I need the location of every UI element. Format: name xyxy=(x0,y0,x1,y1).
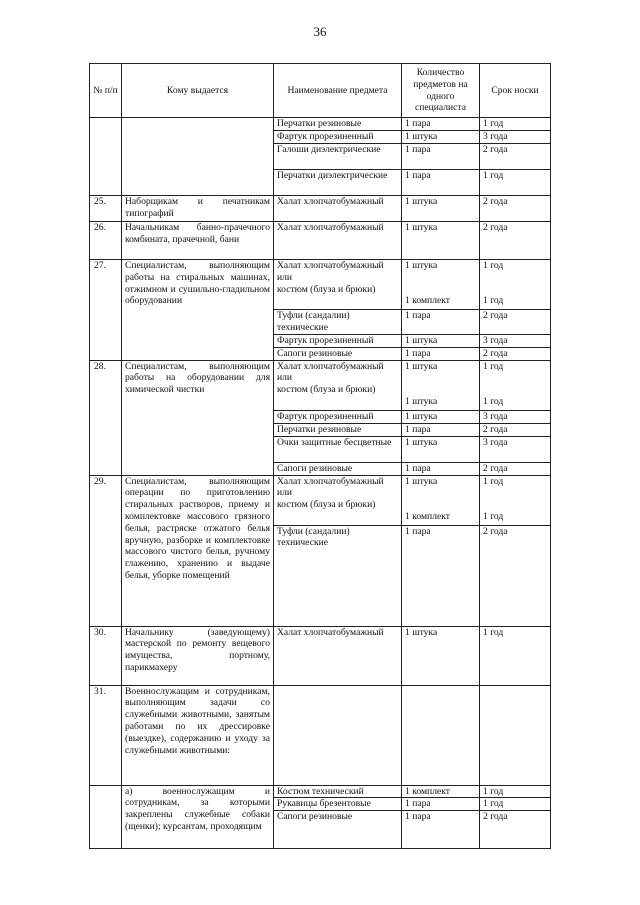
term-line: 1 год xyxy=(483,475,504,487)
header-num: № п/п xyxy=(90,64,122,118)
item-line: костюм (блуза и брюки) xyxy=(277,384,376,396)
quantity-line: 1 штука xyxy=(405,395,438,407)
term-line: 1 год xyxy=(483,360,504,372)
item-line: или xyxy=(277,487,293,499)
recipient-cell: Наборщикам и печатникам типографий xyxy=(122,196,274,222)
item-cell: Фартук прорезиненный xyxy=(274,131,402,144)
item-cell: Перчатки резиновые xyxy=(274,118,402,131)
item-line: костюм (блуза и брюки) xyxy=(277,283,376,295)
num-cell xyxy=(90,118,122,196)
term-cell: 2 года xyxy=(480,525,551,626)
item-line: костюм (блуза и брюки) xyxy=(277,499,376,511)
term-cell: 2 года xyxy=(480,310,551,335)
quantity-cell: 1 пара xyxy=(402,462,480,475)
quantity-cell: 1 штука xyxy=(402,196,480,222)
quantity-cell: 1 пара xyxy=(402,525,480,626)
term-cell: 1 год xyxy=(480,118,551,131)
recipient-cell: Специалистам, выполняющим работы на оборудовании для химической чистки xyxy=(122,360,274,475)
quantity-cell: 1 пара xyxy=(402,170,480,196)
term-cell: 2 года xyxy=(480,196,551,222)
quantity-cell: 1 штука xyxy=(402,131,480,144)
num-cell: 28. xyxy=(90,360,122,475)
quantity-cell: 1 пара xyxy=(402,347,480,360)
quantity-cell: 1 комплект xyxy=(402,785,480,798)
term-cell xyxy=(480,475,551,525)
term-cell: 3 года xyxy=(480,410,551,423)
header-quantity: Количество предметов на одного специалиста xyxy=(402,64,480,118)
table-row xyxy=(90,360,551,410)
item-cell: Галоши диэлектрические xyxy=(274,144,402,170)
term-cell: 3 года xyxy=(480,131,551,144)
quantity-cell: 1 штука xyxy=(402,410,480,423)
clothing-norms-table xyxy=(89,63,551,849)
quantity-line: 1 комплект xyxy=(405,510,450,522)
quantity-line: 1 штука xyxy=(405,475,438,487)
item-cell: Перчатки резиновые xyxy=(274,423,402,436)
table-row xyxy=(90,475,551,525)
term-cell xyxy=(480,260,551,310)
quantity-cell: 1 штука xyxy=(402,334,480,347)
table-row xyxy=(90,196,551,222)
term-cell: 1 год xyxy=(480,626,551,685)
item-cell: Костюм технический xyxy=(274,785,402,798)
header-item: Наименование предмета xyxy=(274,64,402,118)
recipient-cell: Начальнику (заведующему) мастерской по ремонту вещевого имущества, портному, парикмахеру xyxy=(122,626,274,685)
recipient-cell xyxy=(122,118,274,196)
term-cell: 2 года xyxy=(480,144,551,170)
recipient-cell: Специалистам, выполняющим работы на стиральных машинах, отжимном и сушильно-гладильном оборудовании xyxy=(122,260,274,361)
table-row xyxy=(90,260,551,310)
item-cell: Туфли (сандалии) технические xyxy=(274,525,402,626)
term-cell: 1 год xyxy=(480,798,551,811)
item-cell: Туфли (сандалии) технические xyxy=(274,310,402,335)
term-line: 1 год xyxy=(483,510,504,522)
header-term: Срок носки xyxy=(480,64,551,118)
item-cell: Халат хлопчатобумажный xyxy=(274,196,402,222)
num-cell: 29. xyxy=(90,475,122,626)
table-row xyxy=(90,785,551,798)
term-line: 1 год xyxy=(483,395,504,407)
item-cell: Сапоги резиновые xyxy=(274,462,402,475)
quantity-cell: 1 пара xyxy=(402,118,480,131)
quantity-cell: 1 штука xyxy=(402,626,480,685)
quantity-line: 1 штука xyxy=(405,260,438,271)
item-cell: Перчатки диэлектрические xyxy=(274,170,402,196)
table-row xyxy=(90,222,551,260)
num-cell: 31. xyxy=(90,685,122,785)
quantity-cell xyxy=(402,260,480,310)
item-cell: Очки защитные бесцветные xyxy=(274,436,402,462)
recipient-cell: Специалистам, выполняющим операции по приготовлению стиральных растворов, приему и комплектовке массового грязного белья, растряске отжатого белья вручную, разборке и комплектовке массового чистого белья, ручному глажению, хранению и выдаче белья, уборке помещений xyxy=(122,475,274,626)
quantity-line: 1 комплект xyxy=(405,295,450,307)
quantity-cell: 1 штука xyxy=(402,222,480,260)
item-line: или xyxy=(277,271,293,283)
term-cell: 2 года xyxy=(480,462,551,475)
item-line: Халат хлопчатобумажный xyxy=(277,260,384,271)
table-row xyxy=(90,118,551,131)
table-row xyxy=(90,685,551,785)
item-cell xyxy=(274,475,402,525)
term-cell: 1 год xyxy=(480,785,551,798)
item-line: или xyxy=(277,372,293,384)
term-cell: 2 года xyxy=(480,347,551,360)
quantity-cell xyxy=(402,685,480,785)
quantity-cell xyxy=(402,475,480,525)
item-cell: Халат хлопчатобумажный xyxy=(274,222,402,260)
item-cell: Фартук прорезиненный xyxy=(274,410,402,423)
recipient-cell: Военнослужащим и сотрудникам, выполняющим задачи со служебными животными, занятым работами по их дрессировке (выездке), содержанию и уходу за служебными животными: xyxy=(122,685,274,785)
quantity-cell: 1 штука xyxy=(402,436,480,462)
term-cell: 2 года xyxy=(480,222,551,260)
num-cell: 27. xyxy=(90,260,122,361)
recipient-cell: Начальникам банно-прачечного комбината, прачечной, бани xyxy=(122,222,274,260)
num-cell xyxy=(90,785,122,849)
term-cell: 3 года xyxy=(480,436,551,462)
table-row xyxy=(90,626,551,685)
item-line: Халат хлопчатобумажный xyxy=(277,475,384,487)
num-cell: 25. xyxy=(90,196,122,222)
quantity-cell: 1 пара xyxy=(402,144,480,170)
quantity-cell: 1 пара xyxy=(402,811,480,849)
quantity-line: 1 штука xyxy=(405,360,438,372)
quantity-cell: 1 пара xyxy=(402,423,480,436)
item-cell xyxy=(274,260,402,310)
quantity-cell: 1 пара xyxy=(402,798,480,811)
header-recipient: Кому выдается xyxy=(122,64,274,118)
num-cell: 26. xyxy=(90,222,122,260)
item-cell: Фартук прорезиненный xyxy=(274,334,402,347)
term-line: 1 год xyxy=(483,295,504,307)
header-row xyxy=(90,64,551,118)
item-cell xyxy=(274,685,402,785)
num-cell: 30. xyxy=(90,626,122,685)
term-cell: 1 год xyxy=(480,170,551,196)
quantity-cell xyxy=(402,360,480,410)
item-cell: Рукавицы брезентовые xyxy=(274,798,402,811)
term-line: 1 год xyxy=(483,260,504,271)
item-line: Халат хлопчатобумажный xyxy=(277,360,384,372)
quantity-cell: 1 пара xyxy=(402,310,480,335)
item-cell: Халат хлопчатобумажный xyxy=(274,626,402,685)
item-cell xyxy=(274,360,402,410)
term-cell xyxy=(480,360,551,410)
item-cell: Сапоги резиновые xyxy=(274,347,402,360)
term-cell xyxy=(480,685,551,785)
term-cell: 3 года xyxy=(480,334,551,347)
page-number: 36 xyxy=(313,24,327,39)
term-cell: 2 года xyxy=(480,423,551,436)
term-cell: 2 года xyxy=(480,811,551,849)
recipient-cell: а) военнослужащим и сотрудникам, за которыми закреплены служебные собаки (щенки); курсантам, проходящим xyxy=(122,785,274,849)
item-cell: Сапоги резиновые xyxy=(274,811,402,849)
